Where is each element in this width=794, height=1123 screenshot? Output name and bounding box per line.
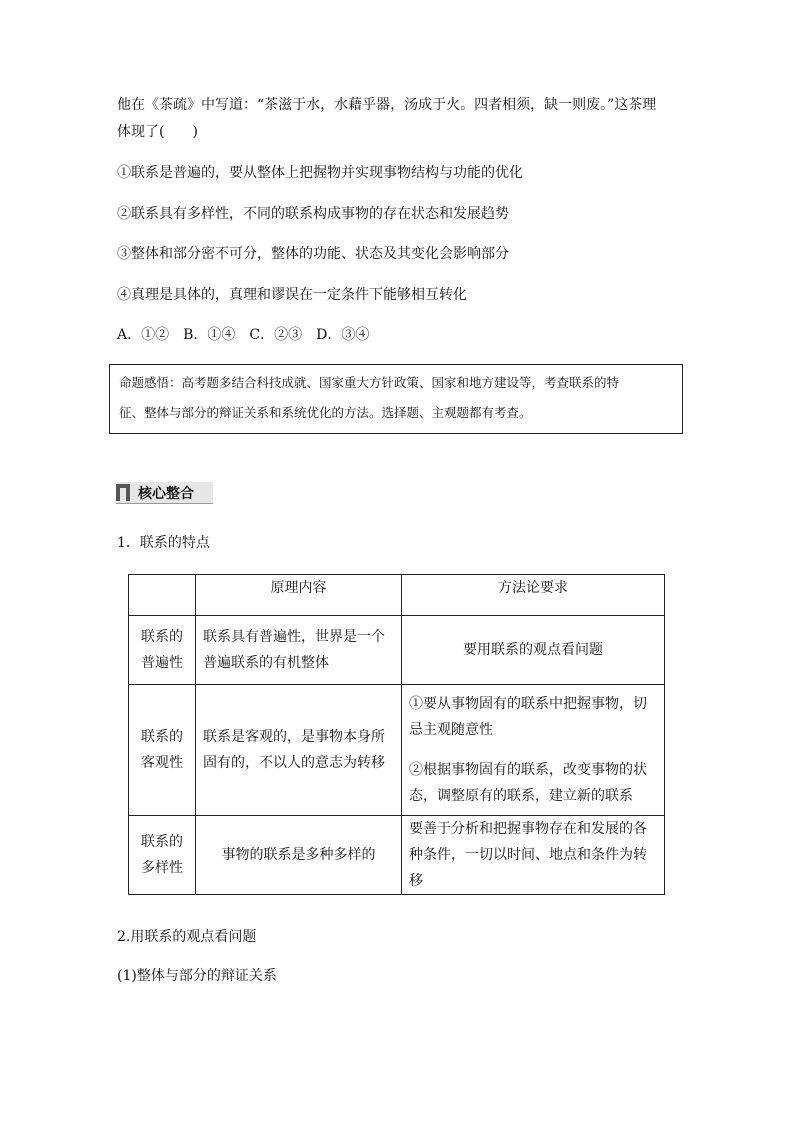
option-3: ③整体和部分密不可分，整体的功能、状态及其变化会影响部分 bbox=[117, 246, 509, 262]
question-text-line1: 他在《茶疏》中写道：“茶滋于水，水藉乎器，汤成于火。四者相须，缺一则废。”这茶理 bbox=[117, 97, 657, 113]
link-features-table bbox=[128, 574, 665, 895]
section-title: 核心整合 bbox=[138, 486, 194, 502]
methodology-point-1: ①要从事物固有的联系中把握事物，切忌主观随意性 bbox=[409, 696, 647, 738]
exam-insight-box bbox=[109, 364, 683, 434]
option-4: ④真理是具体的，真理和谬误在一定条件下能够相互转化 bbox=[117, 287, 467, 303]
answer-choices: A．①② B．①④ C．②③ D．③④ bbox=[117, 327, 370, 343]
heading-view-problems: 2.用联系的观点看问题 bbox=[117, 929, 257, 945]
table-header-row bbox=[129, 575, 665, 616]
methodology-cell: 要用联系的观点看问题 bbox=[402, 616, 665, 685]
section-header bbox=[116, 482, 213, 504]
principle-cell: 联系是客观的，是事物本身所固有的，不以人的意志为转移 bbox=[196, 685, 402, 816]
option-1: ①联系是普遍的，要从整体上把握物并实现事物结构与功能的优化 bbox=[117, 165, 523, 181]
table-row bbox=[129, 816, 665, 895]
header-principle: 原理内容 bbox=[196, 575, 402, 616]
header-methodology: 方法论要求 bbox=[402, 575, 665, 616]
section-underline bbox=[116, 503, 213, 504]
section-marker-icon bbox=[116, 484, 130, 501]
table-row bbox=[129, 616, 665, 685]
row-label: 联系的 客观性 bbox=[129, 685, 196, 816]
question-text-line2: 体现了( ) bbox=[117, 124, 198, 140]
header-cell-empty bbox=[129, 575, 196, 616]
exam-insight-line2: 征、整体与部分的辩证关系和系统优化的方法。选择题、主观题都有考查。 bbox=[119, 405, 532, 420]
principle-cell: 联系具有普遍性，世界是一个普遍联系的有机整体 bbox=[196, 616, 402, 685]
row-label: 联系的 普遍性 bbox=[129, 616, 196, 685]
table-row bbox=[129, 685, 665, 816]
principle-cell: 事物的联系是多种多样的 bbox=[196, 816, 402, 895]
option-2: ②联系具有多样性，不同的联系构成事物的存在状态和发展趋势 bbox=[117, 206, 509, 222]
heading-whole-part: (1)整体与部分的辩证关系 bbox=[117, 968, 277, 984]
methodology-point-2: ②根据事物固有的联系，改变事物的状态，调整原有的联系，建立新的联系 bbox=[409, 762, 647, 804]
row-label: 联系的 多样性 bbox=[129, 816, 196, 895]
methodology-cell: 要善于分析和把握事物存在和发展的各种条件，一切以时间、地点和条件为转移 bbox=[402, 816, 665, 895]
methodology-cell bbox=[402, 685, 665, 816]
heading-link-features: 1．联系的特点 bbox=[117, 535, 210, 551]
exam-insight-line1: 命题感悟：高考题多结合科技成就、国家重大方针政策、国家和地方建设等，考查联系的特 bbox=[119, 375, 620, 390]
